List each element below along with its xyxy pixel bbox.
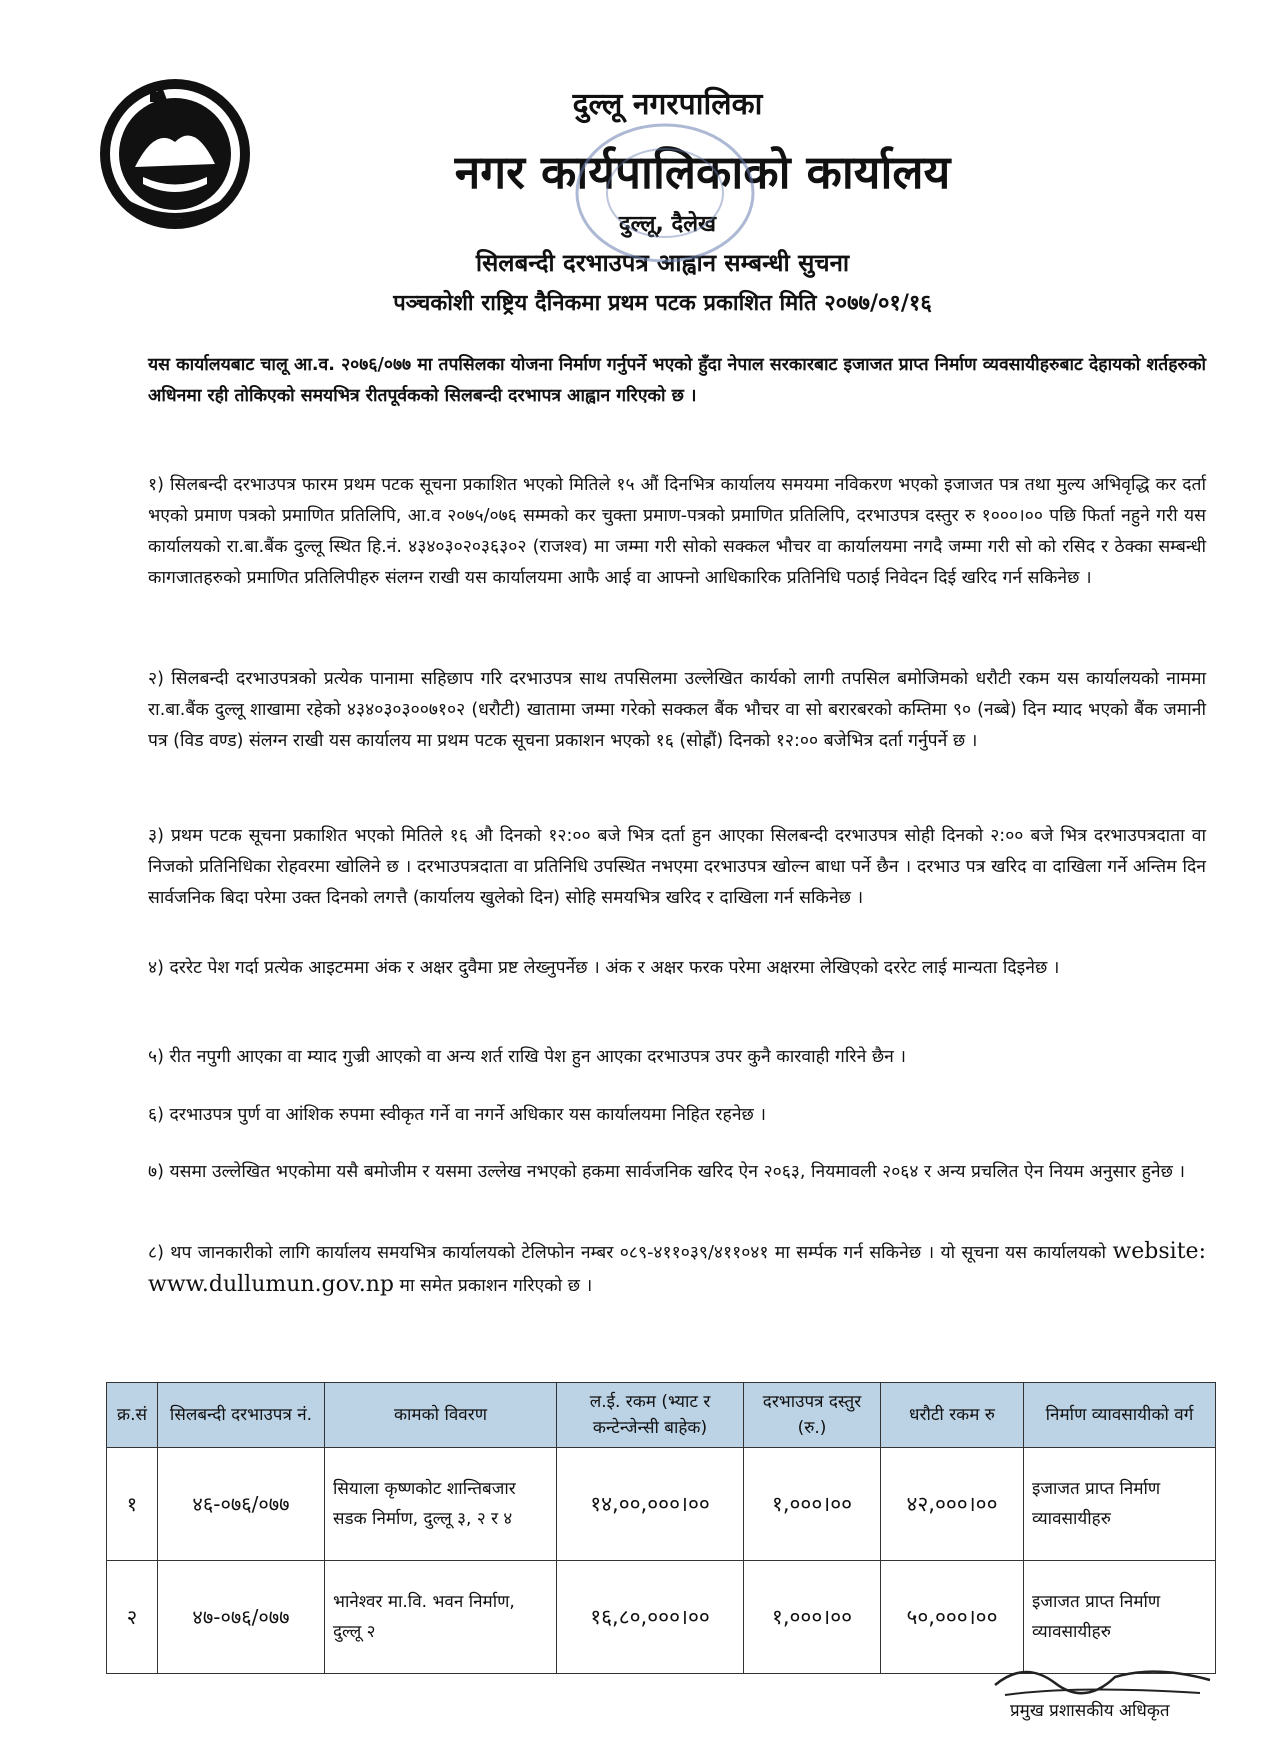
- condition-4: ४) दररेट पेश गर्दा प्रत्येक आइटममा अंक र अक्षर दुवैमा प्रष्ट लेख्नुपर्नेछ । अंक र अक्षर फरक परेमा अक्षरमा लेखिएको दररेट लाई मान्यता दिइनेछ ।: [148, 958, 1060, 978]
- col-bid-number: सिलबन्दी दरभाउपत्र नं.: [158, 1383, 325, 1448]
- signatory-title: प्रमुख प्रशासकीय अधिकृत: [1010, 1701, 1170, 1721]
- bid-table: [106, 1382, 1216, 1674]
- col-serial: क्र.सं: [107, 1383, 158, 1448]
- notice-title: सिलबन्दी दरभाउपत्र आह्वान सम्बन्धी सुचना: [475, 249, 850, 277]
- cell-estimate: १४,००,०००।००: [557, 1448, 744, 1561]
- office-location: दुल्लू, दैलेख: [618, 212, 717, 237]
- cell-fee: १,०००।००: [744, 1561, 881, 1674]
- col-contractor-class: निर्माण व्यावसायीको वर्ग: [1024, 1383, 1216, 1448]
- municipality-name: दुल्लू नगरपालिका: [572, 87, 763, 122]
- signature-icon: [985, 1655, 1225, 1735]
- condition-2: २) सिलबन्दी दरभाउपत्रको प्रत्येक पानामा सहिछाप गरि दरभाउपत्र साथ तपसिलमा उल्लेखित कार्यको लागी तपसिल बमोजिमको धरौटी रकम यस कार्यालयको नाममा रा.बा.बैंक दुल्लू शाखामा रहेको ४३४०३०३००७१०२ (धरौटी) खातामा जम्मा गरेको सक्कल बैंक भौचर वा सो बरारबरको कम्तिमा ९० (नब्बे) दिन म्याद भएको बैंक जमानी पत्र (विड वण्ड) संलग्न राखी यस कार्यालय मा प्रथम पटक सूचना प्रकाशन भएको १६ (सोह्रौं) दिनको १२:०० बजेभित्र दर्ता गर्नुपर्ने छ ।: [148, 669, 1206, 751]
- contact-paragraph: [148, 1236, 1206, 1302]
- cell-bid-number: ४७-०७६/०७७: [158, 1561, 325, 1674]
- cell-serial: २: [107, 1561, 158, 1674]
- intro-paragraph: यस कार्यालयबाट चालू आ.व. २०७६/०७७ मा तपसिलका योजना निर्माण गर्नुपर्ने भएको हुँदा नेपाल सरकारबाट इजाजत प्राप्त निर्माण व्यवसायीहरुबाट देहायको शर्तहरुको अधिनमा रही तोकिएको समयभित्र रीतपूर्वकको सिलबन्दी दरभापत्र आह्वान गरिएको छ ।: [148, 355, 1206, 406]
- table-header-row: [107, 1383, 1216, 1448]
- col-fee: दरभाउपत्र दस्तुर (रु.): [744, 1383, 881, 1448]
- condition-3: ३) प्रथम पटक सूचना प्रकाशित भएको मितिले १६ औ दिनको १२:०० बजे भित्र दर्ता हुन आएका सिलबन्दी दरभाउपत्र सोही दिनको २:०० बजे भित्र दरभाउपत्रदाता वा निजको प्रतिनिधिका रोहवरमा खोलिने छ । दरभाउपत्रदाता वा प्रतिनिधि उपस्थित नभएमा दरभाउपत्र खोल्न बाधा पर्ने छैन । दरभाउ पत्र खरिद वा दाखिला गर्ने अन्तिम दिन सार्वजनिक बिदा परेमा उक्त दिनको लगत्तै (कार्यालय खुलेको दिन) सोहि समयभित्र खरिद र दाखिला गर्न सकिनेछ ।: [148, 826, 1206, 908]
- cell-serial: १: [107, 1448, 158, 1561]
- condition-6: ६) दरभाउपत्र पुर्ण वा आंशिक रुपमा स्वीकृत गर्ने वा नगर्ने अधिकार यस कार्यालयमा निहित रहनेछ ।: [148, 1105, 766, 1125]
- col-description: कामको विवरण: [325, 1383, 557, 1448]
- cell-description: सियाला कृष्णकोट शान्तिबजार सडक निर्माण, दुल्लू ३, २ र ४: [325, 1448, 557, 1561]
- website-link[interactable]: website: www.dullumun.gov.np: [148, 1239, 1206, 1297]
- contact-text-end: मा समेत प्रकाशन गरिएको छ ।: [393, 1276, 593, 1296]
- cell-fee: १,०००।००: [744, 1448, 881, 1561]
- cell-contractor-class: इजाजत प्राप्त निर्माण व्यावसायीहरु: [1024, 1561, 1216, 1674]
- table-row: [107, 1448, 1216, 1561]
- cell-estimate: १६,८०,०००।००: [557, 1561, 744, 1674]
- condition-7: ७) यसमा उल्लेखित भएकोमा यसै बमोजीम र यसमा उल्लेख नभएको हकमा सार्वजनिक खरिद ऐन २०६३, नियमावली २०६४ र अन्य प्रचलित ऐन नियम अनुसार हुनेछ ।: [148, 1162, 1186, 1182]
- condition-1: १) सिलबन्दी दरभाउपत्र फारम प्रथम पटक सूचना प्रकाशित भएको मितिले १५ औं दिनभित्र कार्यालय समयमा नविकरण भएको इजाजत पत्र तथा मुल्य अभिवृद्धि कर दर्ता भएको प्रमाण पत्रको प्रमाणित प्रतिलिपि, आ.व २०७५/०७६ सम्मको कर चुक्ता प्रमाण-पत्रको प्रमाणित प्रतिलिपि, दरभाउपत्र दस्तुर रु १०००।०० पछि फिर्ता नहुने गरी यस कार्यालयको रा.बा.बैंक दुल्लू स्थित हि.नं. ४३४०३०२०३६३०२ (राजश्व) मा जम्मा गरी सोको सक्कल भौचर वा कार्यालयमा नगदै जम्मा गरी सो को रसिद र ठेक्का सम्बन्धी कागजातहरुको प्रमाणित प्रतिलिपीहरु संलग्न राखी यस कार्यालयमा आफै आई वा आफ्नो आधिकारिक प्रतिनिधि पठाई निवेदन दिई खरिद गर्न सकिनेछ ।: [148, 475, 1206, 588]
- cell-description: भानेश्वर मा.वि. भवन निर्माण, दुल्लू २: [325, 1561, 557, 1674]
- cell-bid-number: ४६-०७६/०७७: [158, 1448, 325, 1561]
- cell-deposit: ४२,०००।००: [881, 1448, 1024, 1561]
- condition-5: ५) रीत नपुगी आएका वा म्याद गुज्री आएको वा अन्य शर्त राखि पेश हुन आएका दरभाउपत्र उपर कुनै कारवाही गरिने छैन ।: [148, 1047, 907, 1067]
- col-estimate: ल.ई. रकम (भ्याट र कन्टेन्जेन्सी बाहेक): [557, 1383, 744, 1448]
- contact-text: ८) थप जानकारीको लागि कार्यालय समयभित्र कार्यालयको टेलिफोन नम्बर ०८९-४११०३९/४११०४१ मा सर्म्पक गर्न सकिनेछ । यो सूचना यस कार्यालयको: [148, 1243, 1113, 1263]
- col-deposit: धरौटी रकम रु: [881, 1383, 1024, 1448]
- cell-deposit: ५०,०००।००: [881, 1561, 1024, 1674]
- cell-contractor-class: इजाजत प्राप्त निर्माण व्यावसायीहरु: [1024, 1448, 1216, 1561]
- office-stamp-icon: [570, 118, 760, 268]
- publication-line: पञ्चकोशी राष्ट्रिय दैनिकमा प्रथम पटक प्रकाशित मिति २०७७/०१/१६: [393, 291, 932, 316]
- office-title: नगर कार्यपालिकाको कार्यालय: [454, 145, 951, 199]
